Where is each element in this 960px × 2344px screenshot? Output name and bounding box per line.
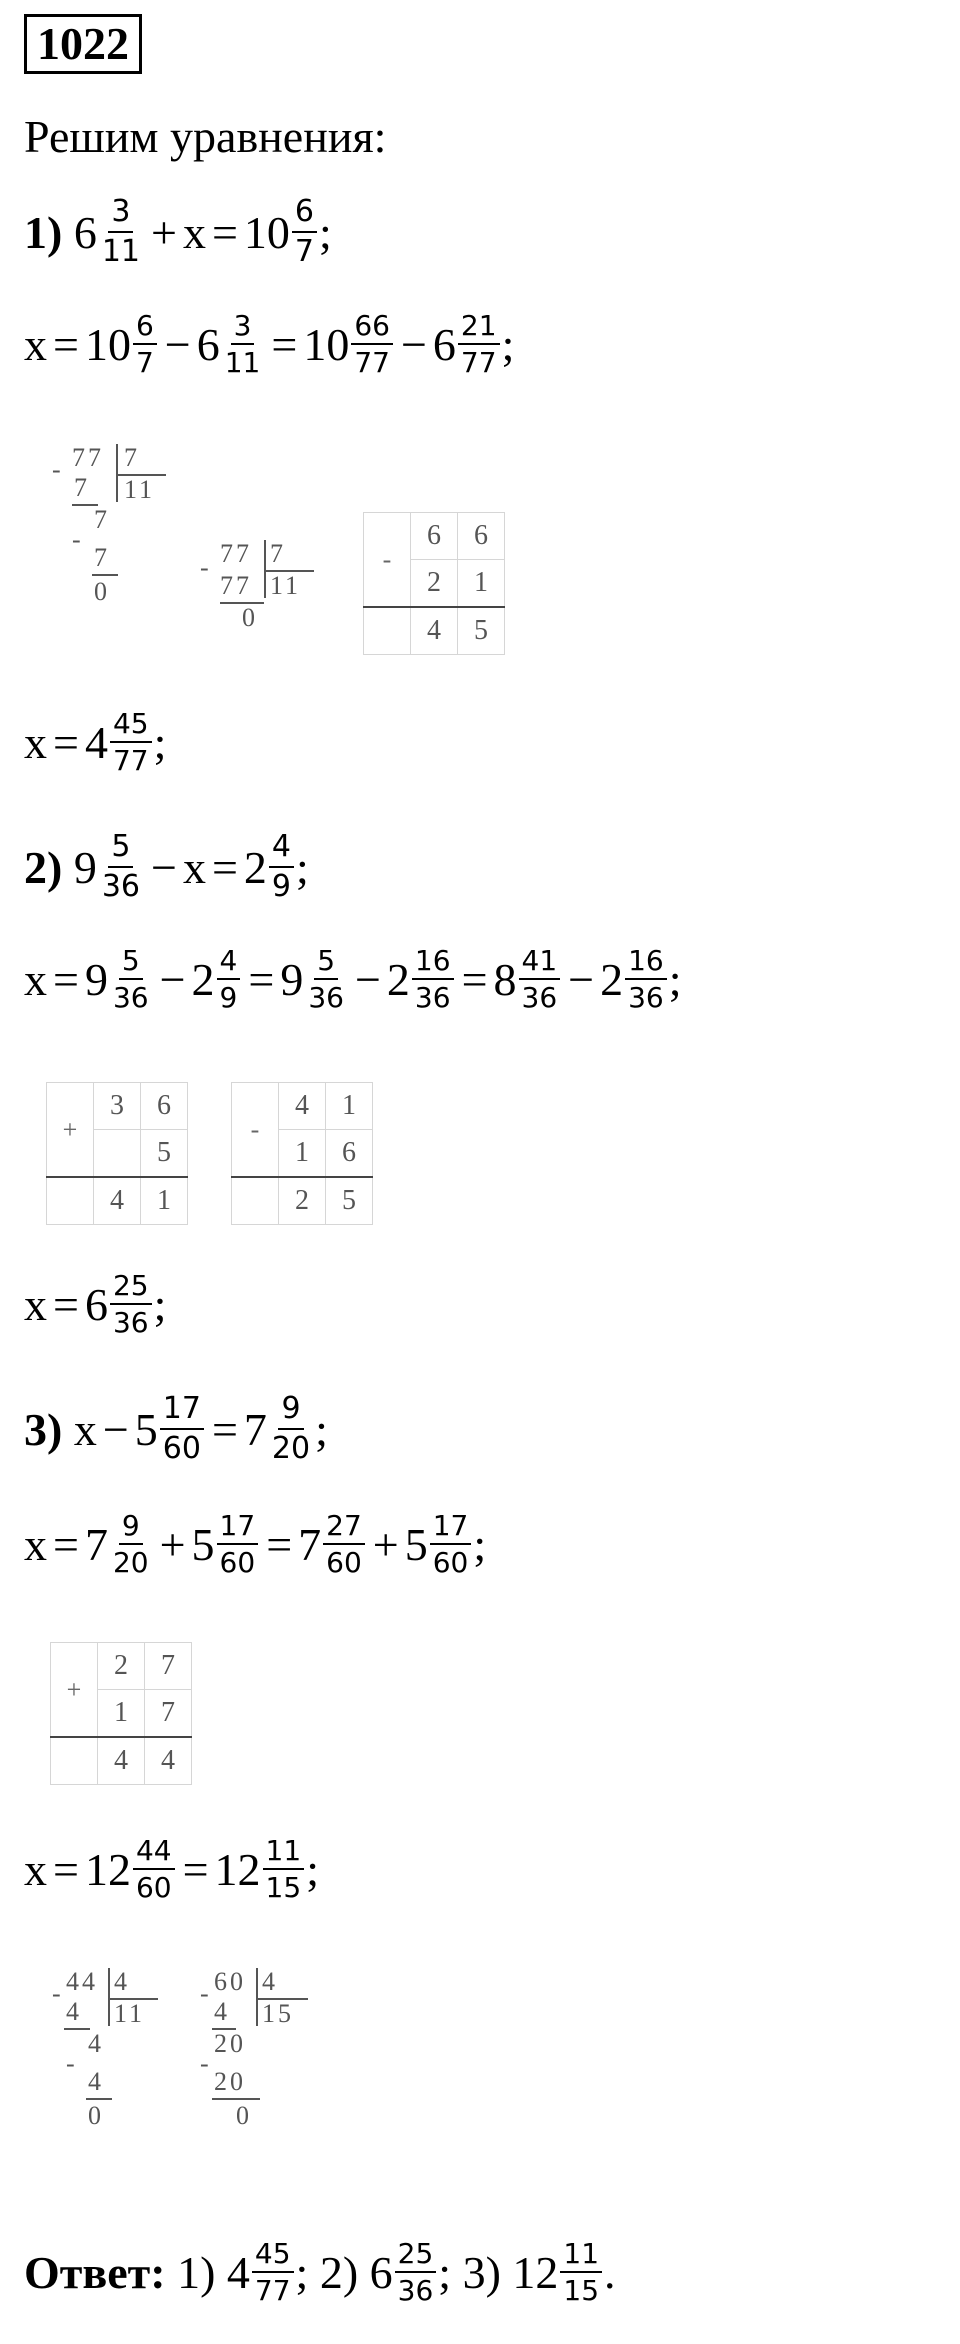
- long-division-77-7: - 77 7 11 7 7 - 7 0: [52, 444, 172, 674]
- eq3-solution: x = 7 $\frac{9}{20}$ + 5 $\frac{17}{60}$ = 7 $\frac{27}{60}$ + 5 $\frac{17}{60}$ ;: [24, 1509, 487, 1579]
- fraction: $\frac{21}{77}$: [458, 310, 500, 378]
- fraction: $\frac{3}{11}$: [101, 194, 141, 269]
- eq1-equation: 1) 6 $\frac{3}{11}$ + x = 10 $\frac{6}{7}$ ;: [24, 194, 332, 269]
- eq2-solution: x = 9 $\frac{5}{36}$ − 2 $\frac{4}{9}$ = 9 $\frac{5}{36}$ − 2 $\frac{16}{36}$ = 8 $\frac{41}{36}$ − 2 $\frac{16}{36}$ ;: [24, 944, 682, 1014]
- fraction: $\frac{6}{7}$: [133, 310, 157, 378]
- column-subtraction-66-21: - 6 6 2 1 4 5: [363, 512, 505, 655]
- answer-label: Ответ:: [24, 2246, 166, 2298]
- long-division-44-4: - 44 4 11 4 4 - 4 0: [52, 1968, 172, 2198]
- fraction: $\frac{66}{77}$: [351, 310, 393, 378]
- fraction: $\frac{6}{7}$: [292, 195, 317, 269]
- intro-text: Решим уравнения:: [24, 111, 387, 162]
- fraction: $\frac{44}{60}$: [133, 1835, 175, 1903]
- fraction: $\frac{17}{60}$: [430, 1510, 472, 1578]
- fraction: $\frac{5}{36}$: [112, 944, 149, 1014]
- eq3-equation: 3) x − 5 $\frac{17}{60}$ = 7 $\frac{9}{20}$ ;: [24, 1391, 328, 1466]
- fraction: $\frac{9}{20}$: [112, 1509, 149, 1579]
- column-subtraction-41-16: - 4 1 1 6 2 5: [231, 1082, 373, 1225]
- fraction: $\frac{9}{20}$: [271, 1391, 311, 1466]
- eq3-simplify: x = 12 $\frac{44}{60}$ = 12 $\frac{11}{15}$ ;: [24, 1834, 319, 1904]
- task-number: 1022: [24, 14, 142, 74]
- column-addition-36-5: + 3 6 5 4 1: [46, 1082, 188, 1225]
- fraction: $\frac{5}{36}$: [101, 829, 141, 904]
- eq1-solution: x = 10 $\frac{6}{7}$ − 6 $\frac{3}{11}$ = 10 $\frac{66}{77}$ − 6 $\frac{21}{77}$ ;: [24, 309, 515, 379]
- answer-line: Ответ: 1) 4 $\frac{45}{77}$ ; 2) 6 $\frac{25}{36}$ ; 3) 12 $\frac{11}{15}$ .: [24, 2237, 616, 2307]
- fraction: $\frac{4}{9}$: [217, 945, 241, 1013]
- fraction: $\frac{17}{60}$: [217, 1510, 259, 1578]
- eq2-result: x = 6 $\frac{25}{36}$ ;: [24, 1269, 167, 1339]
- eq3-label: 3): [24, 1403, 63, 1455]
- fraction: $\frac{41}{36}$: [519, 945, 561, 1013]
- fraction: $\frac{45}{77}$: [252, 2238, 294, 2306]
- eq2-label: 2): [24, 841, 63, 893]
- eq1-label: 1): [24, 206, 63, 258]
- fraction: $\frac{11}{15}$: [263, 1835, 305, 1903]
- fraction: $\frac{17}{60}$: [160, 1392, 204, 1466]
- fraction: $\frac{5}{36}$: [308, 944, 344, 1014]
- fraction: $\frac{3}{11}$: [224, 309, 261, 379]
- fraction: $\frac{25}{36}$: [110, 1270, 152, 1338]
- long-division-60-4: - 60 4 15 4 20 - 20 0: [200, 1968, 330, 2198]
- fraction: $\frac{16}{36}$: [625, 945, 667, 1013]
- fraction: $\frac{4}{9}$: [269, 830, 294, 904]
- eq2-equation: 2) 9 $\frac{5}{36}$ − x = 2 $\frac{4}{9}$ ;: [24, 829, 309, 904]
- fraction: $\frac{45}{77}$: [110, 708, 152, 776]
- long-division-77-11: - 77 7 11 77 0: [200, 540, 320, 670]
- fraction: $\frac{25}{36}$: [395, 2238, 437, 2306]
- fraction: $\frac{16}{36}$: [412, 945, 454, 1013]
- column-addition-27-17: + 2 7 1 7 4 4: [50, 1642, 192, 1785]
- fraction: $\frac{27}{60}$: [323, 1510, 365, 1578]
- eq1-result: x = 4 $\frac{45}{77}$ ;: [24, 707, 167, 777]
- fraction: $\frac{11}{15}$: [560, 2238, 602, 2306]
